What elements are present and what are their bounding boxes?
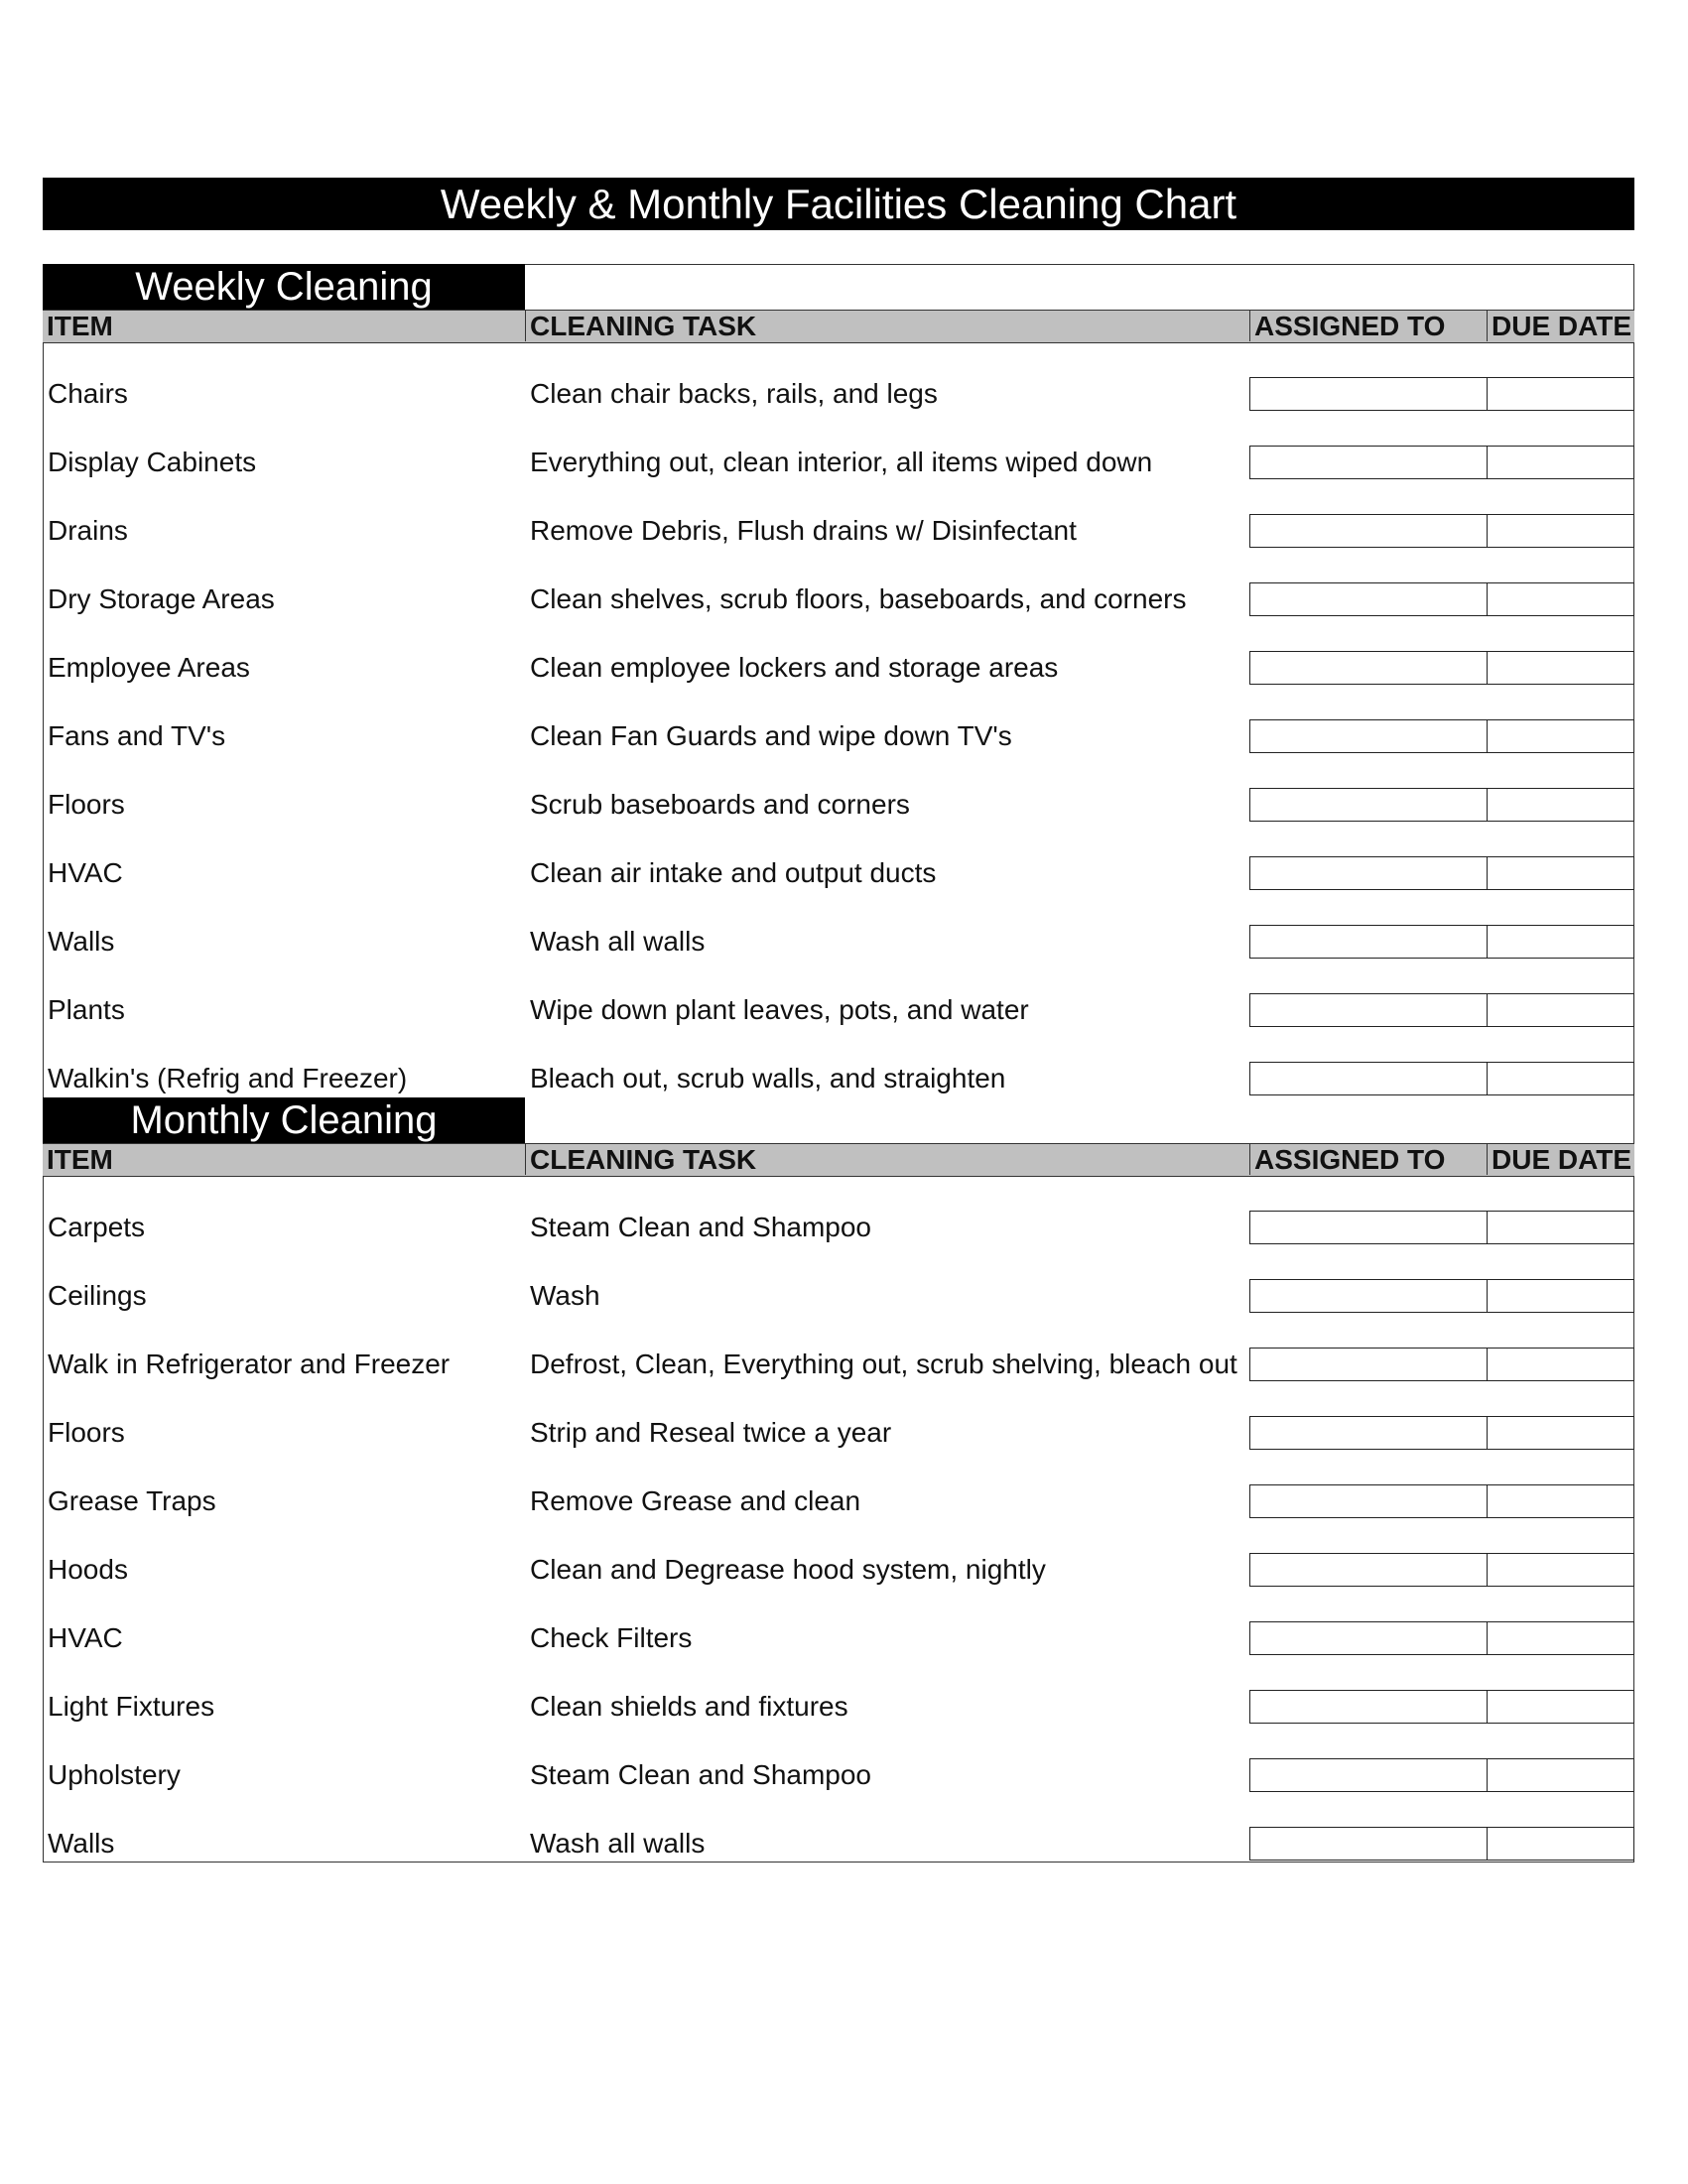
due-date-field[interactable]	[1487, 514, 1634, 548]
assigned-to-field[interactable]	[1249, 788, 1488, 822]
due-date-field[interactable]	[1487, 719, 1634, 753]
column-header-task: CLEANING TASK	[525, 311, 1249, 341]
assigned-to-field[interactable]	[1249, 1621, 1488, 1655]
table-row	[43, 754, 1634, 823]
assigned-to-field[interactable]	[1249, 719, 1488, 753]
table-row	[43, 1314, 1634, 1382]
assigned-to-field[interactable]	[1249, 582, 1488, 616]
task-cell: Remove Debris, Flush drains w/ Disinfectant	[530, 515, 1077, 546]
item-cell: Employee Areas	[48, 652, 250, 683]
table-row	[43, 686, 1634, 754]
table-row	[43, 1656, 1634, 1725]
assigned-to-field[interactable]	[1249, 1416, 1488, 1450]
task-cell: Steam Clean and Shampoo	[530, 1759, 871, 1790]
due-date-field[interactable]	[1487, 377, 1634, 411]
column-header-task: CLEANING TASK	[525, 1144, 1249, 1175]
due-date-field[interactable]	[1487, 788, 1634, 822]
table-row	[43, 480, 1634, 549]
due-date-field[interactable]	[1487, 993, 1634, 1027]
item-cell: Floors	[48, 789, 125, 820]
item-cell: Light Fixtures	[48, 1691, 215, 1722]
assigned-to-field[interactable]	[1249, 856, 1488, 890]
task-cell: Defrost, Clean, Everything out, scrub shelving, bleach out	[530, 1349, 1237, 1379]
item-cell: Hoods	[48, 1554, 128, 1585]
due-date-field[interactable]	[1487, 925, 1634, 959]
task-cell: Strip and Reseal twice a year	[530, 1417, 892, 1448]
assigned-to-field[interactable]	[1249, 1279, 1488, 1313]
table-row	[43, 1588, 1634, 1656]
item-cell: Chairs	[48, 378, 128, 409]
column-header-due-date: DUE DATE	[1487, 1144, 1634, 1175]
due-date-field[interactable]	[1487, 1553, 1634, 1587]
task-cell: Everything out, clean interior, all items wiped down	[530, 447, 1153, 477]
column-header-item: ITEM	[47, 311, 113, 341]
assigned-to-field[interactable]	[1249, 514, 1488, 548]
assigned-to-field[interactable]	[1249, 1062, 1488, 1095]
table-row	[43, 1177, 1634, 1245]
due-date-field[interactable]	[1487, 1484, 1634, 1518]
task-cell: Bleach out, scrub walls, and straighten	[530, 1063, 1006, 1093]
item-cell: Display Cabinets	[48, 447, 257, 477]
item-cell: Fans and TV's	[48, 720, 226, 751]
task-cell: Clean shelves, scrub floors, baseboards, and corners	[530, 583, 1187, 614]
task-cell: Clean air intake and output ducts	[530, 857, 937, 888]
item-cell: Carpets	[48, 1212, 146, 1242]
assigned-to-field[interactable]	[1249, 446, 1488, 479]
task-cell: Clean and Degrease hood system, nightly	[530, 1554, 1046, 1585]
task-cell: Scrub baseboards and corners	[530, 789, 910, 820]
table-row	[43, 960, 1634, 1028]
monthly-heading: Monthly Cleaning	[43, 1097, 525, 1143]
item-cell: Walls	[48, 1828, 115, 1859]
task-cell: Clean shields and fixtures	[530, 1691, 848, 1722]
monthly-rows	[43, 1177, 1634, 1862]
weekly-section	[43, 264, 1634, 1097]
table-row	[43, 1382, 1634, 1451]
due-date-field[interactable]	[1487, 582, 1634, 616]
item-cell: Walls	[48, 926, 115, 957]
assigned-to-field[interactable]	[1249, 1348, 1488, 1381]
item-cell: Plants	[48, 994, 125, 1025]
item-cell: Floors	[48, 1417, 125, 1448]
due-date-field[interactable]	[1487, 651, 1634, 685]
due-date-field[interactable]	[1487, 446, 1634, 479]
due-date-field[interactable]	[1487, 1621, 1634, 1655]
table-row	[43, 549, 1634, 617]
assigned-to-field[interactable]	[1249, 1758, 1488, 1792]
assigned-to-field[interactable]	[1249, 1690, 1488, 1724]
due-date-field[interactable]	[1487, 1279, 1634, 1313]
due-date-field[interactable]	[1487, 1348, 1634, 1381]
assigned-to-field[interactable]	[1249, 993, 1488, 1027]
monthly-section	[43, 1097, 1634, 1863]
column-header-due-date: DUE DATE	[1487, 311, 1634, 341]
document-title: Weekly & Monthly Facilities Cleaning Chart	[43, 178, 1634, 230]
assigned-to-field[interactable]	[1249, 1827, 1488, 1861]
assigned-to-field[interactable]	[1249, 377, 1488, 411]
task-cell: Check Filters	[530, 1622, 693, 1653]
item-cell: HVAC	[48, 857, 123, 888]
assigned-to-field[interactable]	[1249, 1484, 1488, 1518]
item-cell: Walk in Refrigerator and Freezer	[48, 1349, 451, 1379]
item-cell: HVAC	[48, 1622, 123, 1653]
assigned-to-field[interactable]	[1249, 1211, 1488, 1244]
due-date-field[interactable]	[1487, 1758, 1634, 1792]
item-cell: Upholstery	[48, 1759, 181, 1790]
task-cell: Clean Fan Guards and wipe down TV's	[530, 720, 1012, 751]
column-header-item: ITEM	[47, 1144, 113, 1175]
due-date-field[interactable]	[1487, 856, 1634, 890]
task-cell: Wash all walls	[530, 1828, 706, 1859]
task-cell: Clean employee lockers and storage areas	[530, 652, 1059, 683]
task-cell: Wash	[530, 1280, 600, 1311]
due-date-field[interactable]	[1487, 1211, 1634, 1244]
table-row	[43, 1793, 1634, 1862]
task-cell: Wash all walls	[530, 926, 706, 957]
table-bottom-rule	[43, 1862, 1634, 1863]
weekly-rows	[43, 343, 1634, 1096]
item-cell: Dry Storage Areas	[48, 583, 275, 614]
task-cell: Remove Grease and clean	[530, 1485, 861, 1516]
table-row	[43, 1725, 1634, 1793]
table-row	[43, 1451, 1634, 1519]
due-date-field[interactable]	[1487, 1690, 1634, 1724]
table-row	[43, 1519, 1634, 1588]
column-header-assigned-to: ASSIGNED TO	[1249, 1144, 1487, 1175]
assigned-to-field[interactable]	[1249, 1553, 1488, 1587]
column-header-assigned-to: ASSIGNED TO	[1249, 311, 1487, 341]
assigned-to-field[interactable]	[1249, 925, 1488, 959]
table-row	[43, 1028, 1634, 1096]
table-row	[43, 343, 1634, 412]
table-row	[43, 1245, 1634, 1314]
table-row	[43, 412, 1634, 480]
task-cell: Steam Clean and Shampoo	[530, 1212, 871, 1242]
monthly-column-header-row	[43, 1143, 1634, 1177]
task-cell: Wipe down plant leaves, pots, and water	[530, 994, 1029, 1025]
due-date-field[interactable]	[1487, 1827, 1634, 1861]
item-cell: Walkin's (Refrig and Freezer)	[48, 1063, 408, 1093]
task-cell: Clean chair backs, rails, and legs	[530, 378, 938, 409]
table-row	[43, 891, 1634, 960]
weekly-heading: Weekly Cleaning	[43, 264, 525, 310]
assigned-to-field[interactable]	[1249, 651, 1488, 685]
weekly-column-header-row	[43, 310, 1634, 343]
item-cell: Grease Traps	[48, 1485, 216, 1516]
due-date-field[interactable]	[1487, 1416, 1634, 1450]
item-cell: Drains	[48, 515, 128, 546]
table-row	[43, 823, 1634, 891]
table-row	[43, 617, 1634, 686]
due-date-field[interactable]	[1487, 1062, 1634, 1095]
item-cell: Ceilings	[48, 1280, 147, 1311]
